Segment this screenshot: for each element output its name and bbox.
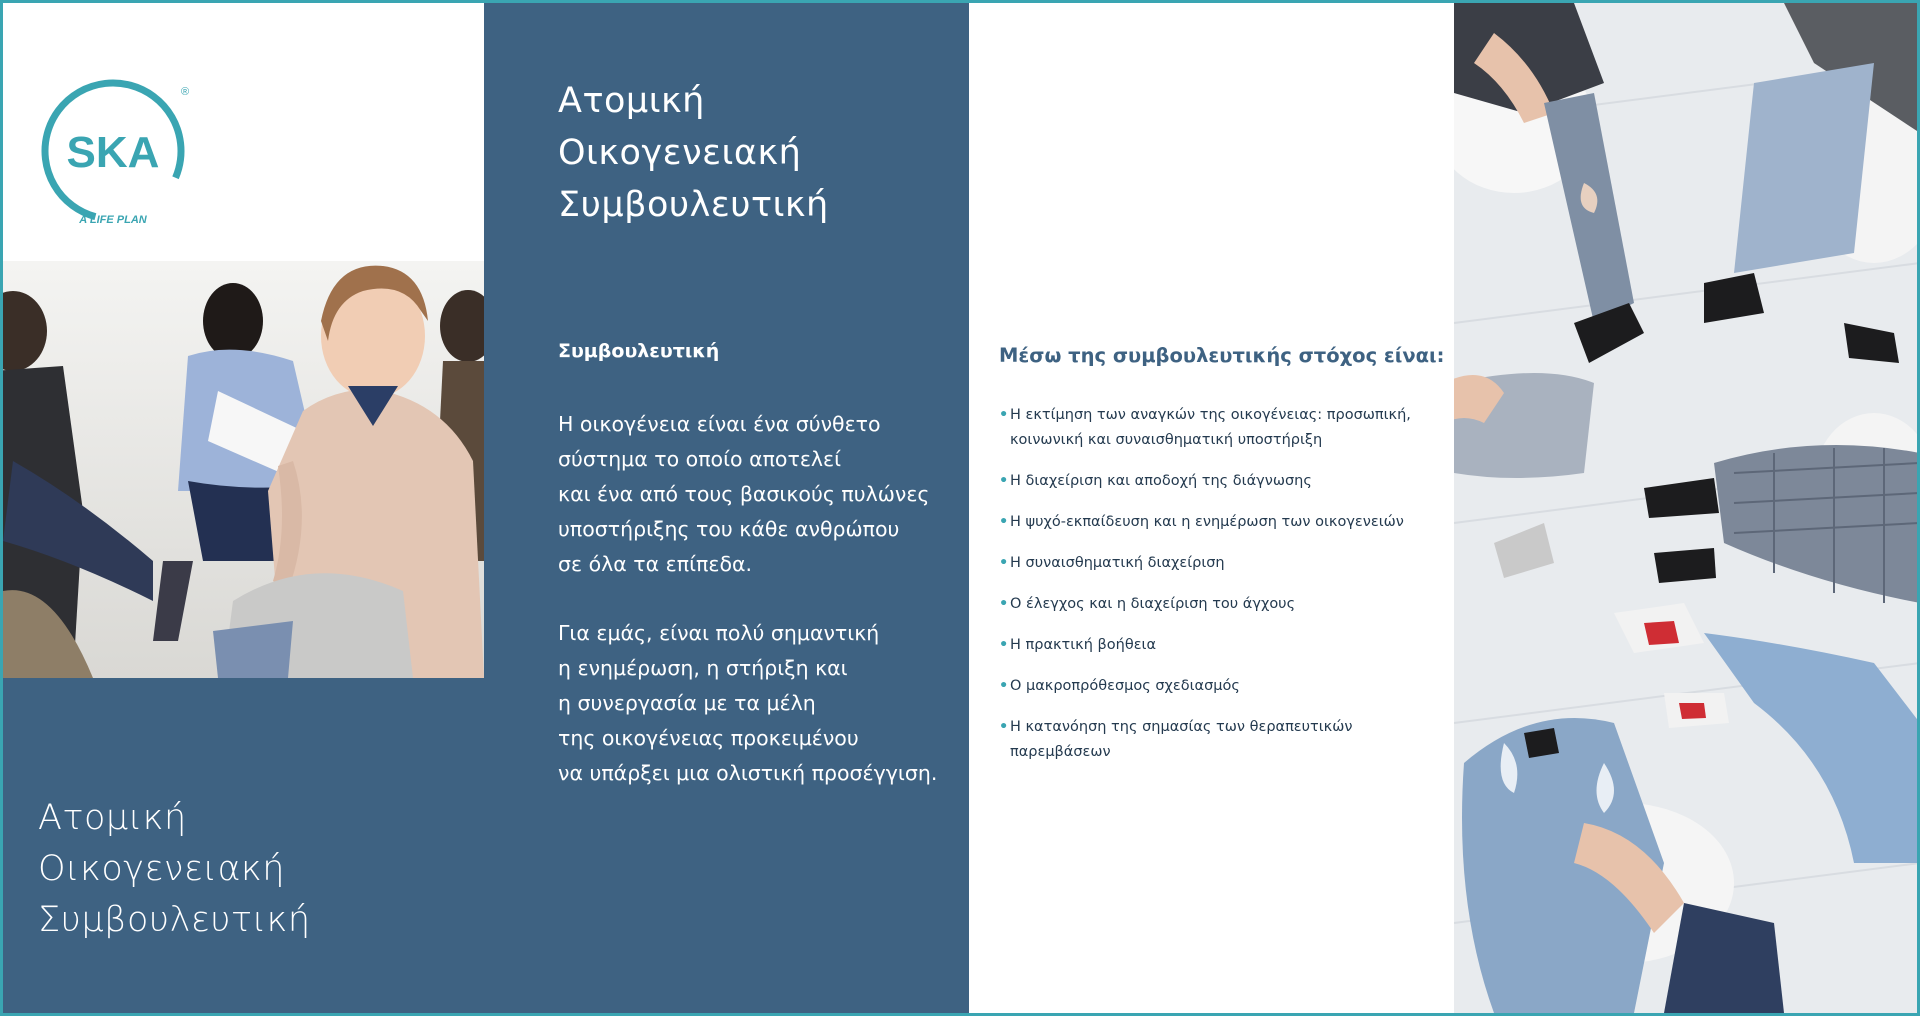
paragraph-line: σύστημα το οποίο αποτελεί xyxy=(558,447,842,471)
goals-panel xyxy=(969,3,1454,1013)
intro-title-line: Ατομική xyxy=(558,81,705,121)
goals-list xyxy=(999,403,1411,781)
paragraph-line: να υπάρξει μια ολιστική προσέγγιση. xyxy=(558,761,938,785)
goal-text: Η συναισθηματική διαχείριση xyxy=(1010,555,1225,571)
goal-item xyxy=(999,633,1411,658)
goals-heading: Μέσω της συμβουλευτικής στόχος είναι: xyxy=(999,344,1445,367)
bullet-icon: • xyxy=(999,514,1009,530)
cover-top-area xyxy=(3,3,484,678)
bullet-icon: • xyxy=(999,596,1009,612)
intro-subtitle: Συμβουλευτική xyxy=(558,340,720,362)
goal-item xyxy=(999,674,1411,699)
paragraph-line: Για εμάς, είναι πολύ σημαντική xyxy=(558,621,880,645)
cover-title-line: Οικογενειακή xyxy=(38,849,285,889)
goal-text: Ο μακροπρόθεσμος σχεδιασμός xyxy=(1010,678,1240,694)
intro-title xyxy=(558,75,829,231)
paragraph-line: υποστήριξης του κάθε ανθρώπου xyxy=(558,517,900,541)
bullet-icon: • xyxy=(999,555,1009,571)
bullet-icon: • xyxy=(999,719,1009,735)
bullet-icon: • xyxy=(999,678,1009,694)
goal-item xyxy=(999,715,1411,765)
cover-panel xyxy=(3,3,484,1013)
intro-title-line: Οικογενειακή xyxy=(558,133,802,173)
goal-item xyxy=(999,510,1411,535)
paragraph-line: σε όλα τα επίπεδα. xyxy=(558,552,753,576)
goal-item xyxy=(999,469,1411,494)
group-counseling-photo xyxy=(3,261,484,678)
goal-item xyxy=(999,551,1411,576)
goal-item xyxy=(999,592,1411,617)
intro-title-line: Συμβουλευτική xyxy=(558,185,829,225)
cover-title-line: Συμβουλευτική xyxy=(38,900,311,940)
paragraph-line: και ένα από τους βασικούς πυλώνες xyxy=(558,482,930,506)
overhead-circle-photo xyxy=(1454,3,1920,1013)
cover-title xyxy=(38,793,311,946)
goal-text: Ο έλεγχος και η διαχείριση του άγχους xyxy=(1010,596,1296,612)
goal-text: Η κατανόηση της σημασίας των θεραπευτικών παρεμβάσεων xyxy=(1010,719,1353,760)
goal-item xyxy=(999,403,1411,453)
cover-title-line: Ατομική xyxy=(38,798,187,838)
paragraph-line: της οικογένειας προκειμένου xyxy=(558,726,859,750)
intro-paragraph-2 xyxy=(558,616,937,791)
intro-paragraph-1 xyxy=(558,407,929,582)
paragraph-line: Η οικογένεια είναι ένα σύνθετο xyxy=(558,412,881,436)
goal-text: Η ψυχό-εκπαίδευση και η ενημέρωση των οικογενειών xyxy=(1010,514,1404,530)
paragraph-line: η ενημέρωση, η στήριξη και xyxy=(558,656,848,680)
registered-mark: ® xyxy=(180,86,190,98)
logo-tagline: A LIFE PLAN xyxy=(79,214,147,226)
goal-text: Η διαχείριση και αποδοχή της διάγνωσης xyxy=(1010,473,1312,489)
intro-panel xyxy=(484,3,969,1013)
brand-logo xyxy=(37,71,197,231)
logo-text: SKA xyxy=(66,128,160,177)
bullet-icon: • xyxy=(999,637,1009,653)
paragraph-line: η συνεργασία με τα μέλη xyxy=(558,691,816,715)
bullet-icon: • xyxy=(999,473,1009,489)
bullet-icon: • xyxy=(999,407,1009,423)
goal-text: Η εκτίμηση των αναγκών της οικογένειας: προσωπική, κοινωνική και συναισθηματική υποστήριξη xyxy=(1010,407,1411,448)
goal-text: Η πρακτική βοήθεια xyxy=(1010,637,1157,653)
